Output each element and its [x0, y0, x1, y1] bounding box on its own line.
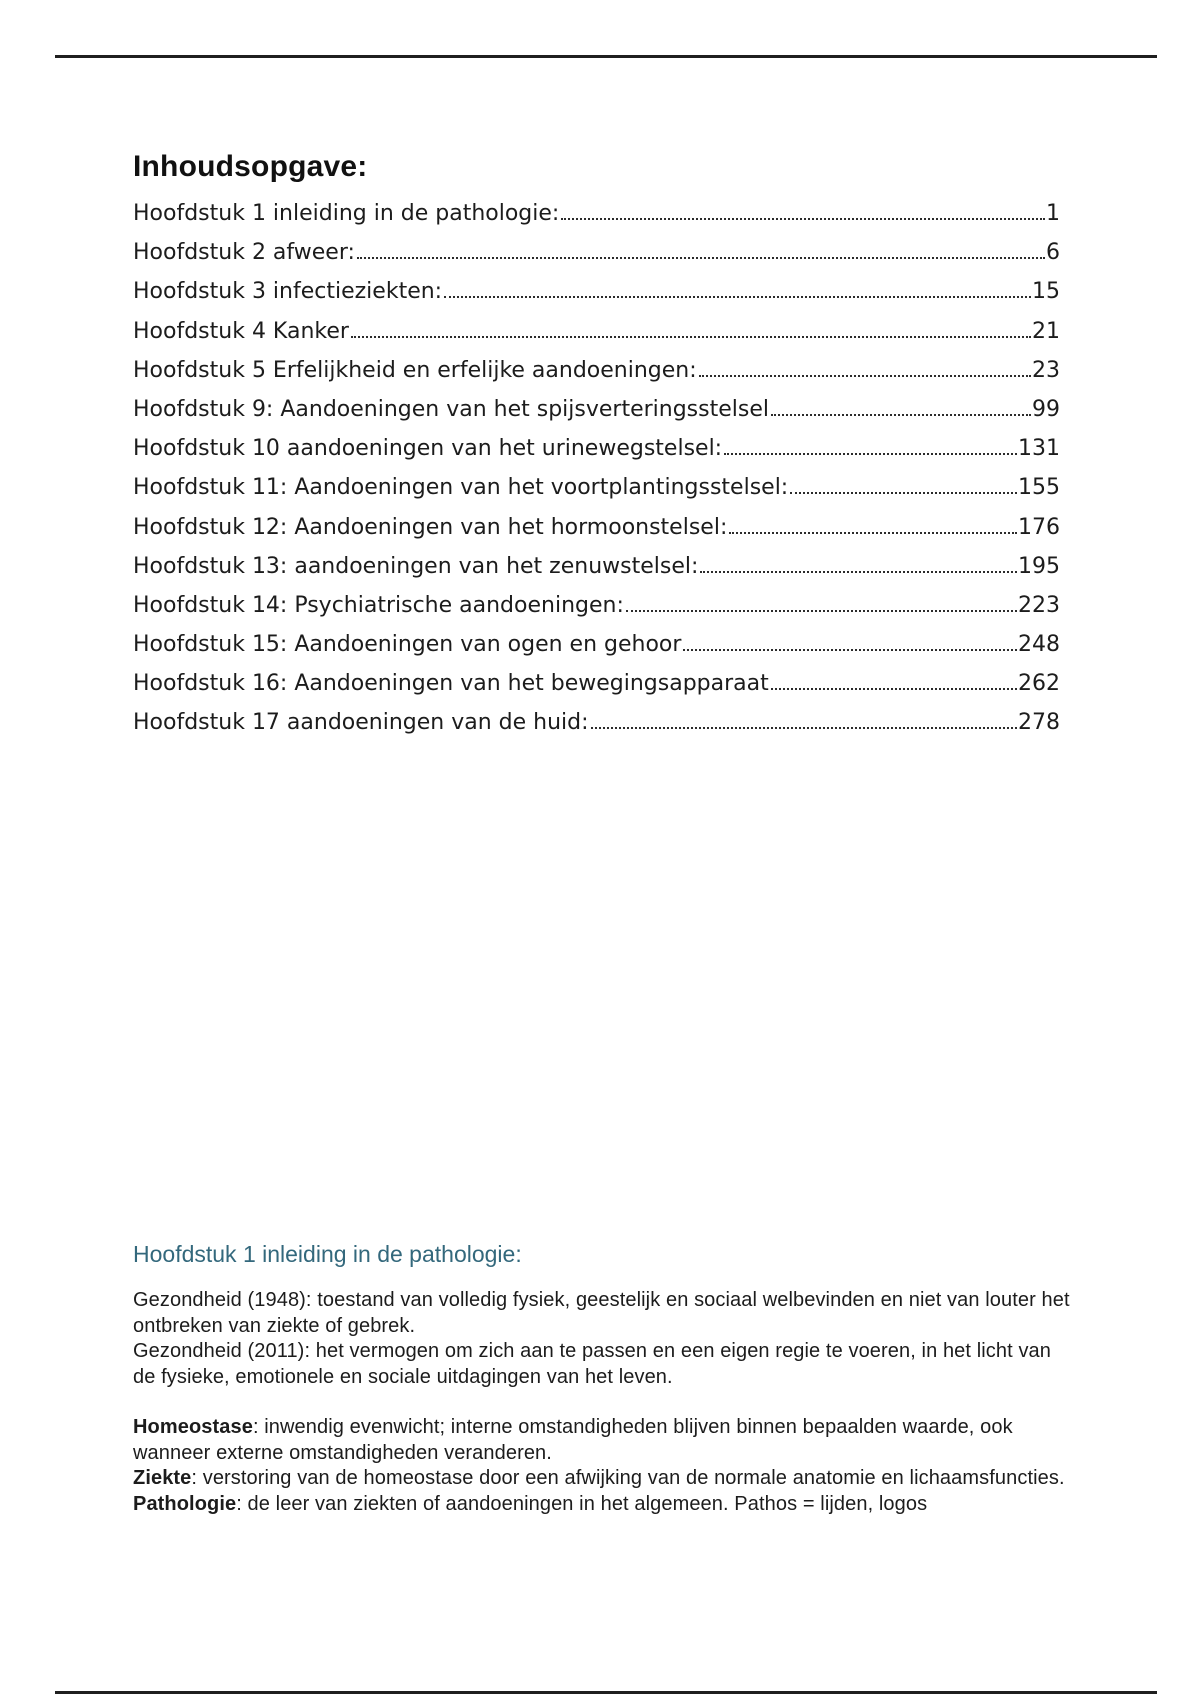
toc-title: Inhoudsopgave: — [133, 150, 368, 183]
toc-entry-page: 248 — [1018, 632, 1060, 658]
definition-term: Homeostase — [133, 1416, 253, 1438]
toc-dotted-leader — [729, 532, 1017, 534]
toc-dotted-leader — [699, 375, 1031, 377]
definition-text: : inwendig evenwicht; interne omstandigheden blijven binnen bepaalden waarde, ook wanneer externe omstandigheden veranderen. — [133, 1416, 1013, 1464]
toc-entry[interactable] — [133, 593, 1060, 632]
toc-entry[interactable] — [133, 515, 1060, 554]
definition-text: : de leer van ziekten of aandoeningen in het algemeen. Pathos = lijden, logos — [236, 1492, 928, 1515]
page-top-rule — [55, 55, 1157, 58]
toc-entry-page: 262 — [1018, 671, 1060, 697]
toc-entry-label: Hoofdstuk 17 aandoeningen van de huid: — [133, 710, 589, 736]
intro-paragraph: Gezondheid (1948): toestand van volledig fysiek, geestelijk en sociaal welbevinden en niet van louter het ontbreken van ziekte of gebrek. — [133, 1289, 1070, 1337]
toc-entry-label: Hoofdstuk 2 afweer: — [133, 240, 355, 266]
toc-entry-label: Hoofdstuk 10 aandoeningen van het urinewegstelsel: — [133, 436, 723, 462]
toc-entry-page: 223 — [1018, 592, 1060, 618]
table-of-contents — [133, 150, 1060, 750]
toc-entry-page: 195 — [1018, 553, 1060, 579]
toc-dotted-leader — [444, 296, 1031, 298]
toc-entry[interactable] — [133, 397, 1060, 436]
toc-entry-page: 176 — [1018, 514, 1060, 540]
toc-entry[interactable] — [133, 475, 1060, 514]
toc-entry-label: Hoofdstuk 12: Aandoeningen van het hormoonstelsel: — [133, 514, 728, 540]
toc-entry-label: Hoofdstuk 13: aandoeningen van het zenuwstelsel: — [133, 553, 699, 579]
toc-entry[interactable] — [133, 279, 1060, 318]
toc-entry[interactable] — [133, 671, 1060, 710]
toc-entry[interactable] — [133, 436, 1060, 475]
toc-entry-label: Hoofdstuk 3 infectieziekten: — [133, 279, 443, 305]
toc-entry-label: Hoofdstuk 15: Aandoeningen van ogen en gehoor — [133, 632, 682, 658]
toc-entry-page: 15 — [1032, 279, 1060, 305]
definition-term: Ziekte — [133, 1467, 192, 1489]
toc-entry-page: 155 — [1018, 475, 1060, 501]
toc-entry[interactable] — [133, 240, 1060, 279]
toc-entry-page: 278 — [1018, 710, 1060, 736]
toc-entry-label: Hoofdstuk 11: Aandoeningen van het voortplantingsstelsel: — [133, 475, 789, 501]
toc-dotted-leader — [790, 492, 1017, 494]
toc-dotted-leader — [561, 218, 1045, 220]
toc-entry[interactable] — [133, 554, 1060, 593]
chapter-1-section — [133, 1241, 1078, 1517]
toc-dotted-leader — [683, 649, 1017, 651]
toc-entry-label: Hoofdstuk 16: Aandoeningen van het bewegingsapparaat — [133, 671, 769, 697]
definition-paragraph — [133, 1415, 1078, 1466]
definition-paragraph — [133, 1492, 1078, 1518]
intro-paragraph: Gezondheid (2011): het vermogen om zich aan te passen en een eigen regie te voeren, in het licht van de fysieke, emotionele en sociale uitdagingen van het leven. — [133, 1340, 1051, 1388]
toc-entry[interactable] — [133, 319, 1060, 358]
toc-dotted-leader — [351, 336, 1031, 338]
toc-dotted-leader — [724, 453, 1017, 455]
toc-entry[interactable] — [133, 710, 1060, 749]
toc-dotted-leader — [700, 571, 1017, 573]
chapter-1-heading: Hoofdstuk 1 inleiding in de pathologie: — [133, 1241, 522, 1267]
toc-entry[interactable] — [133, 358, 1060, 397]
definition-text: : verstoring van de homeostase door een afwijking van de normale anatomie en lichaamsfuncties. — [191, 1467, 1065, 1489]
toc-entry-page: 23 — [1032, 357, 1060, 383]
toc-entry-page: 21 — [1032, 318, 1060, 344]
toc-dotted-leader — [771, 688, 1017, 690]
definition-term: Pathologie — [133, 1492, 237, 1515]
toc-entry-page: 6 — [1046, 240, 1060, 266]
toc-entry-page: 1 — [1046, 201, 1060, 226]
paragraph-spacer — [133, 1390, 1078, 1415]
page-bottom-rule — [55, 1691, 1157, 1694]
toc-entry[interactable] — [133, 201, 1060, 240]
toc-dotted-leader — [591, 727, 1017, 729]
toc-entry-page: 131 — [1018, 436, 1060, 462]
toc-entry-page: 99 — [1032, 396, 1060, 422]
definition-paragraph — [133, 1466, 1078, 1492]
toc-dotted-leader — [626, 610, 1017, 612]
toc-entry-label: Hoofdstuk 1 inleiding in de pathologie: — [133, 201, 560, 226]
toc-entry-label: Hoofdstuk 4 Kanker — [133, 318, 349, 344]
toc-dotted-leader — [357, 257, 1045, 259]
toc-entry[interactable] — [133, 632, 1060, 671]
toc-entry-label: Hoofdstuk 9: Aandoeningen van het spijsverteringsstelsel — [133, 396, 769, 422]
toc-entry-label: Hoofdstuk 5 Erfelijkheid en erfelijke aandoeningen: — [133, 357, 697, 383]
toc-dotted-leader — [771, 414, 1031, 416]
toc-entry-label: Hoofdstuk 14: Psychiatrische aandoeningen: — [133, 592, 624, 618]
